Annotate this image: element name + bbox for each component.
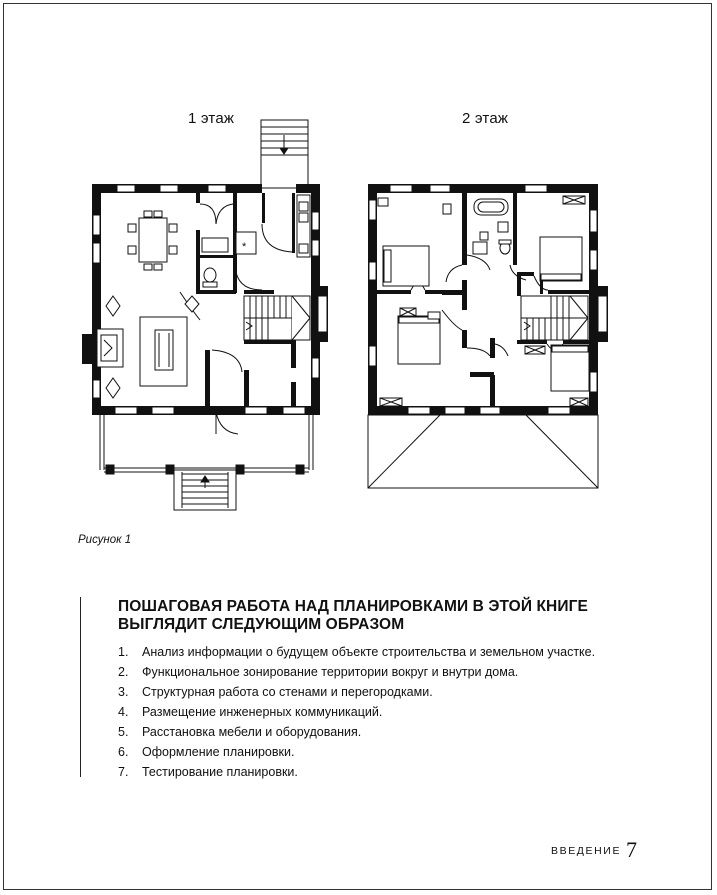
floor-2-label: 2 этаж (462, 110, 509, 127)
step-item (118, 764, 595, 784)
step-number: 3. (118, 685, 129, 699)
step-text: Расстановка мебели и оборудования. (142, 725, 362, 739)
step-number: 5. (118, 725, 129, 739)
step-number: 1. (118, 645, 129, 659)
stove-mark: * (242, 241, 247, 253)
floor-1-boiler (202, 232, 256, 254)
step-item (118, 664, 595, 684)
step-number: 6. (118, 745, 129, 759)
floor-1-porch (100, 415, 313, 510)
page-number: 7 (626, 837, 637, 862)
step-item (118, 704, 595, 724)
floor-1-toilet (203, 268, 217, 287)
section-heading-line-2: ВЫГЛЯДИТ СЛЕДУЮЩИМ ОБРАЗОМ (118, 616, 405, 633)
fireplace (97, 329, 123, 367)
step-number: 7. (118, 765, 129, 779)
floor-1-label: 1 этаж (188, 110, 235, 127)
entry-stairs-top (261, 120, 308, 188)
step-number: 4. (118, 705, 129, 719)
step-item (118, 644, 595, 664)
step-text: Размещение инженерных коммуникаций. (142, 705, 383, 719)
floor-1-plan (82, 120, 328, 510)
section-vertical-rule (80, 597, 81, 777)
step-text: Функциональное зонирование территории вокруг и внутри дома. (142, 665, 519, 679)
floor-2-balcony (368, 415, 598, 488)
step-text: Оформление планировки. (142, 745, 295, 759)
floor-2-staircase (521, 296, 588, 340)
step-item (118, 724, 595, 744)
step-text: Анализ информации о будущем объекте строительства и земельном участке. (142, 645, 596, 659)
step-item (118, 744, 595, 764)
floor-2-plan (368, 184, 608, 488)
step-item (118, 684, 595, 704)
section-heading-line-1: ПОШАГОВАЯ РАБОТА НАД ПЛАНИРОВКАМИ В ЭТОЙ КНИГЕ (118, 598, 588, 615)
section-heading (118, 598, 598, 634)
step-text: Структурная работа со стенами и перегородками. (142, 685, 433, 699)
floor-1-staircase (244, 296, 310, 340)
floor-1-kitchen (297, 195, 310, 257)
footer-section-label: ВВЕДЕНИЕ (551, 845, 622, 857)
step-number: 2. (118, 665, 129, 679)
steps-list (118, 644, 595, 784)
dining-table (128, 211, 177, 270)
step-text: Тестирование планировки. (142, 765, 298, 779)
floor-2-bathroom (443, 199, 511, 254)
figure-caption: Рисунок 1 (78, 534, 132, 546)
